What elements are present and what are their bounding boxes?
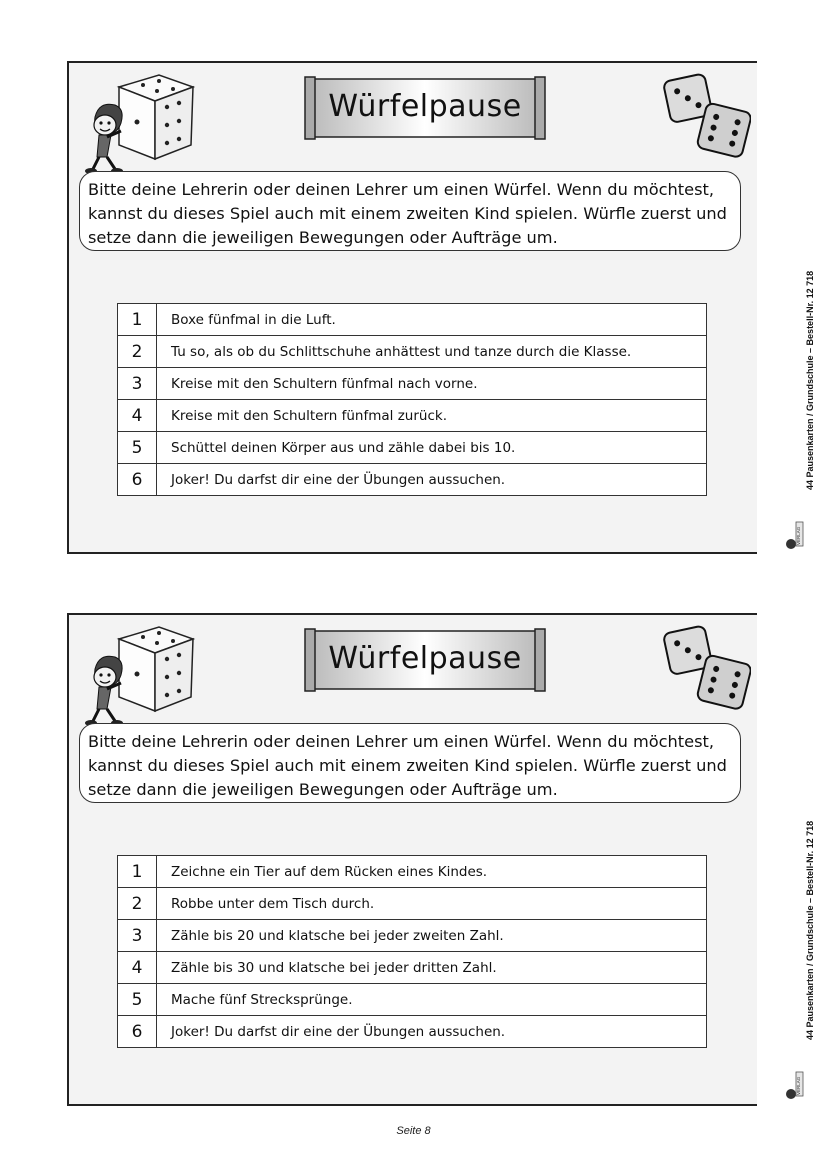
- publisher-logo-icon: [785, 1070, 805, 1102]
- activity-card-1: [67, 61, 757, 554]
- row-activity: Boxe fünfmal in die Luft.: [157, 304, 707, 336]
- row-activity: Zähle bis 30 und klatsche bei jeder dritten Zahl.: [157, 952, 707, 984]
- title-scroll-banner: [299, 627, 551, 695]
- table-row: [118, 1016, 707, 1048]
- side-order-label: 44 Pausenkarten / Grundschule – Bestell-Nr. 12 718: [805, 820, 815, 1040]
- row-number: 3: [118, 920, 157, 952]
- row-activity: Schüttel deinen Körper aus und zähle dabei bis 10.: [157, 432, 707, 464]
- row-activity: Mache fünf Strecksprünge.: [157, 984, 707, 1016]
- card-title: Würfelpause: [328, 89, 522, 124]
- boy-carrying-die-illustration: [81, 67, 211, 177]
- table-row: [118, 368, 707, 400]
- side-order-label: 44 Pausenkarten / Grundschule – Bestell-Nr. 12 718: [805, 270, 815, 490]
- row-activity: Kreise mit den Schultern fünfmal nach vorne.: [157, 368, 707, 400]
- instruction-box: Bitte deine Lehrerin oder deinen Lehrer um einen Würfel. Wenn du möchtest, kannst du dieses Spiel auch mit einem zweiten Kind spielen. Würfle zuerst und setze dann die jeweiligen Bewegungen oder Aufträge um.: [79, 171, 741, 251]
- row-number: 4: [118, 400, 157, 432]
- publisher-logo-text: VERLAG: [796, 526, 801, 545]
- row-number: 5: [118, 432, 157, 464]
- activity-table: [117, 303, 707, 496]
- table-row: [118, 304, 707, 336]
- publisher-logo-text: VERLAG: [796, 1076, 801, 1095]
- row-number: 2: [118, 888, 157, 920]
- row-activity: Joker! Du darfst dir eine der Übungen aussuchen.: [157, 464, 707, 496]
- row-number: 1: [118, 304, 157, 336]
- table-row: [118, 400, 707, 432]
- table-row: [118, 432, 707, 464]
- row-activity: Robbe unter dem Tisch durch.: [157, 888, 707, 920]
- row-activity: Zähle bis 20 und klatsche bei jeder zweiten Zahl.: [157, 920, 707, 952]
- row-number: 6: [118, 1016, 157, 1048]
- row-activity: Kreise mit den Schultern fünfmal zurück.: [157, 400, 707, 432]
- row-number: 1: [118, 856, 157, 888]
- row-number: 2: [118, 336, 157, 368]
- table-row: [118, 984, 707, 1016]
- table-row: [118, 920, 707, 952]
- row-number: 6: [118, 464, 157, 496]
- page-number: Seite 8: [396, 1125, 431, 1137]
- table-row: [118, 336, 707, 368]
- row-number: 5: [118, 984, 157, 1016]
- activity-table: [117, 855, 707, 1048]
- row-activity: Tu so, als ob du Schlittschuhe anhättest und tanze durch die Klasse.: [157, 336, 707, 368]
- table-row: [118, 856, 707, 888]
- row-number: 3: [118, 368, 157, 400]
- two-dice-icon: [663, 69, 751, 161]
- row-activity: Joker! Du darfst dir eine der Übungen aussuchen.: [157, 1016, 707, 1048]
- card-title: Würfelpause: [328, 641, 522, 676]
- table-row: [118, 464, 707, 496]
- two-dice-icon: [663, 621, 751, 713]
- table-row: [118, 888, 707, 920]
- boy-carrying-die-illustration: [81, 619, 211, 729]
- row-activity: Zeichne ein Tier auf dem Rücken eines Kindes.: [157, 856, 707, 888]
- activity-card-2: [67, 613, 757, 1106]
- table-row: [118, 952, 707, 984]
- instruction-box: Bitte deine Lehrerin oder deinen Lehrer um einen Würfel. Wenn du möchtest, kannst du dieses Spiel auch mit einem zweiten Kind spielen. Würfle zuerst und setze dann die jeweiligen Bewegungen oder Aufträge um.: [79, 723, 741, 803]
- publisher-logo-icon: [785, 520, 805, 552]
- row-number: 4: [118, 952, 157, 984]
- title-scroll-banner: [299, 75, 551, 143]
